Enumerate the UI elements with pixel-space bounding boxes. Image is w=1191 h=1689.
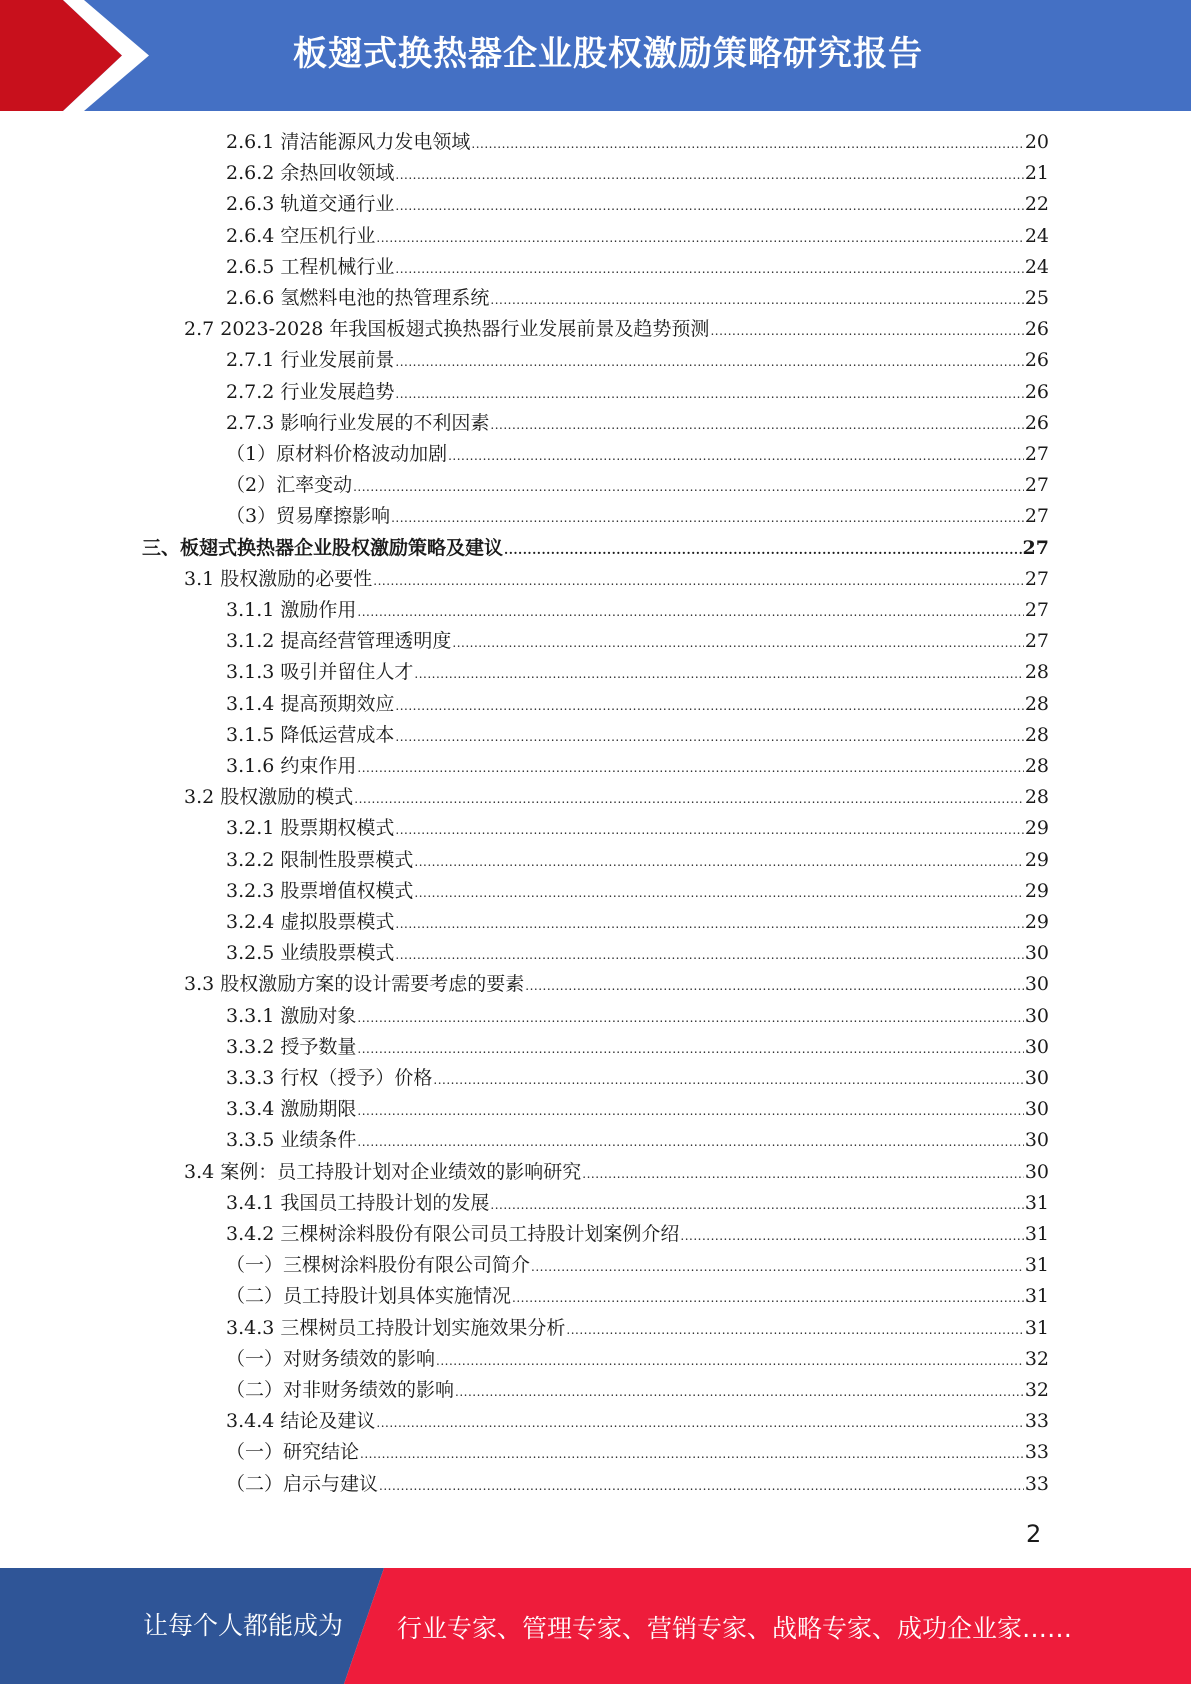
- toc-entry[interactable]: [184, 564, 1049, 595]
- toc-dot-leader: [504, 543, 1022, 557]
- toc-dot-leader: [490, 293, 1023, 307]
- toc-entry-page: 33: [1024, 1472, 1049, 1495]
- toc-dot-leader: [512, 1291, 1024, 1305]
- toc-entry-title: 3.1 股权激励的必要性: [184, 567, 373, 590]
- toc-entry-title: 3.4.4 结论及建议: [226, 1410, 376, 1433]
- toc-entry-page: 31: [1024, 1254, 1049, 1277]
- page-header: [0, 0, 1191, 111]
- toc-entry[interactable]: [226, 1001, 1049, 1032]
- toc-entry-page: 28: [1024, 661, 1049, 684]
- toc-entry-page: 25: [1024, 287, 1049, 309]
- toc-entry-page: 33: [1024, 1441, 1049, 1464]
- toc-entry[interactable]: [184, 314, 1049, 345]
- toc-entry-page: 30: [1024, 1160, 1049, 1183]
- toc-entry-title: 3.2 股权激励的模式: [184, 786, 354, 809]
- toc-dot-leader: [471, 137, 1023, 151]
- toc-entry[interactable]: [226, 345, 1049, 376]
- toc-dot-leader: [680, 1229, 1023, 1243]
- toc-entry[interactable]: [226, 845, 1049, 876]
- toc-entry-title: （二）对非财务绩效的影响: [226, 1379, 455, 1401]
- toc-entry-page: 31: [1024, 1191, 1049, 1214]
- footer-slogan-right: 行业专家、管理专家、营销专家、战略专家、成功企业家……: [397, 1614, 1073, 1643]
- toc-entry[interactable]: [226, 1188, 1049, 1219]
- toc-entry[interactable]: [226, 657, 1049, 688]
- toc-entry[interactable]: [226, 1344, 1049, 1375]
- toc-dot-leader: [395, 917, 1023, 931]
- toc-dot-leader: [357, 1042, 1023, 1056]
- toc-dot-leader: [357, 1135, 1023, 1149]
- toc-entry-title: 3.1.3 吸引并留住人才: [226, 661, 414, 684]
- toc-entry[interactable]: [226, 1437, 1049, 1468]
- page-number: 2: [1026, 1520, 1042, 1548]
- toc-entry[interactable]: [226, 221, 1049, 252]
- toc-entry-page: 26: [1024, 380, 1049, 403]
- toc-entry-title: 3.2.5 业绩股票模式: [226, 942, 395, 965]
- toc-dot-leader: [395, 199, 1023, 213]
- toc-dot-leader: [414, 855, 1023, 869]
- toc-entry-page: 30: [1024, 1004, 1049, 1027]
- toc-entry-title: 3.2.1 股票期权模式: [226, 817, 395, 840]
- toc-dot-leader: [566, 1323, 1023, 1337]
- toc-dot-leader: [395, 262, 1023, 276]
- toc-entry-title: 3.1.6 约束作用: [226, 755, 357, 777]
- toc-entry[interactable]: [226, 1125, 1049, 1156]
- toc-entry[interactable]: [226, 439, 1049, 470]
- toc-entry[interactable]: [226, 1094, 1049, 1125]
- toc-entry-title: 三、板翅式换热器企业股权激励策略及建议: [142, 536, 504, 559]
- toc-entry-title: 3.3 股权激励方案的设计需要考虑的要素: [184, 973, 525, 996]
- toc-entry-page: 31: [1024, 1316, 1049, 1339]
- toc-entry-title: 2.6.6 氢燃料电池的热管理系统: [226, 287, 490, 309]
- toc-entry-title: 3.3.3 行权（授予）价格: [226, 1067, 433, 1089]
- toc-entry-page: 24: [1024, 224, 1049, 247]
- toc-entry[interactable]: [226, 1281, 1049, 1312]
- toc-dot-leader: [414, 886, 1023, 900]
- toc-entry[interactable]: [184, 782, 1049, 813]
- toc-entry-page: 29: [1024, 817, 1049, 840]
- toc-entry[interactable]: [226, 408, 1049, 439]
- toc-entry-title: （2）汇率变动: [226, 474, 353, 497]
- toc-dot-leader: [395, 730, 1023, 744]
- toc-entry-title: （一）对财务绩效的影响: [226, 1347, 436, 1370]
- toc-entry-page: 27: [1024, 567, 1049, 590]
- footer-slogan-left: 让每个人都能成为: [143, 1611, 344, 1640]
- toc-entry[interactable]: [226, 189, 1049, 220]
- toc-entry[interactable]: [226, 720, 1049, 751]
- toc-dot-leader: [353, 480, 1024, 494]
- toc-entry[interactable]: [226, 1469, 1049, 1500]
- toc-dot-leader: [395, 823, 1023, 837]
- toc-entry-title: （3）贸易摩擦影响: [226, 505, 391, 528]
- toc-entry[interactable]: [184, 969, 1049, 1000]
- toc-dot-leader: [391, 511, 1024, 525]
- toc-entry[interactable]: [226, 252, 1049, 283]
- toc-entry-page: 30: [1024, 1067, 1049, 1089]
- toc-dot-leader: [395, 699, 1023, 713]
- toc-dot-leader: [436, 1354, 1024, 1368]
- toc-dot-leader: [490, 1198, 1023, 1212]
- toc-entry-title: 2.7.2 行业发展趋势: [226, 380, 395, 403]
- toc-entry-page: 21: [1024, 162, 1049, 185]
- toc-entry-page: 28: [1024, 755, 1049, 777]
- toc-entry-title: 3.2.3 股票增值权模式: [226, 879, 414, 902]
- toc-entry-page: 30: [1024, 1035, 1049, 1058]
- toc-entry[interactable]: [226, 470, 1049, 501]
- toc-entry[interactable]: [226, 626, 1049, 657]
- toc-entry[interactable]: [226, 876, 1049, 907]
- toc-entry[interactable]: [226, 813, 1049, 844]
- toc-entry[interactable]: [226, 377, 1049, 408]
- toc-entry[interactable]: [226, 501, 1049, 532]
- toc-entry-page: 24: [1024, 255, 1049, 278]
- toc-entry-title: 3.2.2 限制性股票模式: [226, 848, 414, 871]
- toc-entry[interactable]: [142, 533, 1049, 564]
- toc-entry-page: 33: [1024, 1410, 1049, 1433]
- toc-entry-page: 29: [1024, 879, 1049, 902]
- toc-entry-page: 30: [1024, 1129, 1049, 1152]
- toc-entry[interactable]: [226, 1375, 1049, 1406]
- toc-entry-page: 31: [1024, 1223, 1049, 1245]
- toc-dot-leader: [710, 324, 1023, 338]
- toc-dot-leader: [357, 1011, 1023, 1025]
- toc-entry-title: （一）研究结论: [226, 1441, 360, 1464]
- toc-entry-page: 26: [1024, 411, 1049, 434]
- toc-dot-leader: [373, 574, 1024, 588]
- toc-dot-leader: [357, 761, 1023, 775]
- toc-dot-leader: [395, 168, 1023, 182]
- toc-entry-page: 26: [1024, 318, 1049, 341]
- toc-dot-leader: [376, 1416, 1023, 1430]
- toc-entry-page: 28: [1024, 723, 1049, 746]
- toc-entry[interactable]: [226, 283, 1049, 314]
- toc-dot-leader: [395, 948, 1023, 962]
- toc-entry[interactable]: [226, 1313, 1049, 1344]
- toc-entry-title: 3.4.2 三棵树涂料股份有限公司员工持股计划案例介绍: [226, 1223, 680, 1245]
- toc-entry-title: 3.2.4 虚拟股票模式: [226, 911, 395, 933]
- toc-entry-title: 2.6.3 轨道交通行业: [226, 193, 395, 216]
- toc-entry-page: 29: [1024, 911, 1049, 933]
- toc-entry-page: 31: [1024, 1285, 1049, 1308]
- toc-entry[interactable]: [226, 751, 1049, 782]
- toc-entry-page: 30: [1024, 942, 1049, 965]
- toc-entry[interactable]: [226, 595, 1049, 626]
- toc-entry-title: （一）三棵树涂料股份有限公司简介: [226, 1254, 531, 1277]
- toc-entry-page: 30: [1024, 1098, 1049, 1121]
- toc-entry-page: 32: [1024, 1347, 1049, 1370]
- toc-dot-leader: [455, 1385, 1024, 1399]
- toc-dot-leader: [360, 1447, 1024, 1461]
- toc-entry-page: 27: [1024, 443, 1049, 465]
- toc-entry[interactable]: [226, 1219, 1049, 1250]
- toc-dot-leader: [525, 979, 1024, 993]
- toc-entry-title: 3.4.1 我国员工持股计划的发展: [226, 1191, 490, 1214]
- toc-dot-leader: [490, 418, 1023, 432]
- toc-entry[interactable]: [184, 1157, 1049, 1188]
- toc-entry-title: 2.6.1 清洁能源风力发电领域: [226, 131, 471, 153]
- toc-dot-leader: [379, 1479, 1024, 1493]
- toc-entry-page: 28: [1024, 692, 1049, 715]
- toc-dot-leader: [414, 667, 1023, 681]
- toc-entry-title: 3.3.2 授予数量: [226, 1035, 357, 1058]
- toc-entry-title: 3.3.4 激励期限: [226, 1098, 357, 1121]
- toc-entry-title: 2.6.4 空压机行业: [226, 224, 376, 247]
- toc-dot-leader: [354, 792, 1024, 806]
- toc-entry-title: 3.1.4 提高预期效应: [226, 692, 395, 715]
- toc-entry-page: 29: [1024, 848, 1049, 871]
- toc-entry-page: 27: [1022, 536, 1049, 559]
- toc-entry-page: 20: [1024, 131, 1049, 153]
- toc-entry[interactable]: [226, 158, 1049, 189]
- toc-entry[interactable]: [226, 938, 1049, 969]
- toc-entry-page: 30: [1024, 973, 1049, 996]
- toc-entry[interactable]: [226, 1406, 1049, 1437]
- toc-entry-title: 3.1.2 提高经营管理透明度: [226, 630, 452, 653]
- toc-dot-leader: [433, 1073, 1023, 1087]
- toc-dot-leader: [452, 636, 1023, 650]
- report-title: 板翅式换热器企业股权激励策略研究报告: [293, 34, 923, 74]
- toc-entry-page: 32: [1024, 1379, 1049, 1401]
- toc-dot-leader: [376, 231, 1023, 245]
- toc-entry[interactable]: [226, 1032, 1049, 1063]
- toc-entry-title: 3.3.1 激励对象: [226, 1004, 357, 1027]
- toc-entry-title: 3.1.5 降低运营成本: [226, 723, 395, 746]
- toc-entry-title: （二）启示与建议: [226, 1472, 379, 1495]
- toc-entry-page: 26: [1024, 349, 1049, 372]
- toc-entry-page: 27: [1024, 630, 1049, 653]
- toc-entry-title: 3.4 案例：员工持股计划对企业绩效的影响研究: [184, 1160, 582, 1183]
- toc-entry-title: 3.1.1 激励作用: [226, 599, 357, 621]
- toc-dot-leader: [357, 605, 1023, 619]
- toc-entry-title: 2.7.3 影响行业发展的不利因素: [226, 411, 490, 434]
- toc-entry[interactable]: [226, 907, 1049, 938]
- toc-entry-title: （二）员工持股计划具体实施情况: [226, 1285, 512, 1308]
- toc-entry-page: 27: [1024, 599, 1049, 621]
- toc-dot-leader: [582, 1167, 1024, 1181]
- toc-entry-page: 27: [1024, 474, 1049, 497]
- toc-entry-page: 28: [1024, 786, 1049, 809]
- toc-entry-title: （1）原材料价格波动加剧: [226, 443, 448, 465]
- toc-dot-leader: [395, 387, 1023, 401]
- toc-entry[interactable]: [226, 1250, 1049, 1281]
- toc-entry-page: 22: [1024, 193, 1049, 216]
- toc-entry-title: 3.4.3 三棵树员工持股计划实施效果分析: [226, 1316, 566, 1339]
- toc-entry-title: 2.7 2023-2028 年我国板翅式换热器行业发展前景及趋势预测: [184, 318, 710, 341]
- toc-entry-title: 2.6.2 余热回收领域: [226, 162, 395, 185]
- toc-entry[interactable]: [226, 689, 1049, 720]
- toc-entry[interactable]: [226, 1063, 1049, 1094]
- toc-entry-title: 2.7.1 行业发展前景: [226, 349, 395, 372]
- toc-dot-leader: [357, 1104, 1023, 1118]
- toc-entry-page: 27: [1024, 505, 1049, 528]
- toc-dot-leader: [448, 449, 1024, 463]
- toc-entry[interactable]: [226, 127, 1049, 158]
- toc-dot-leader: [531, 1260, 1024, 1274]
- toc-entry-title: 2.6.5 工程机械行业: [226, 255, 395, 278]
- toc-entry-title: 3.3.5 业绩条件: [226, 1129, 357, 1152]
- page-footer: [0, 1568, 1191, 1684]
- toc-dot-leader: [395, 355, 1023, 369]
